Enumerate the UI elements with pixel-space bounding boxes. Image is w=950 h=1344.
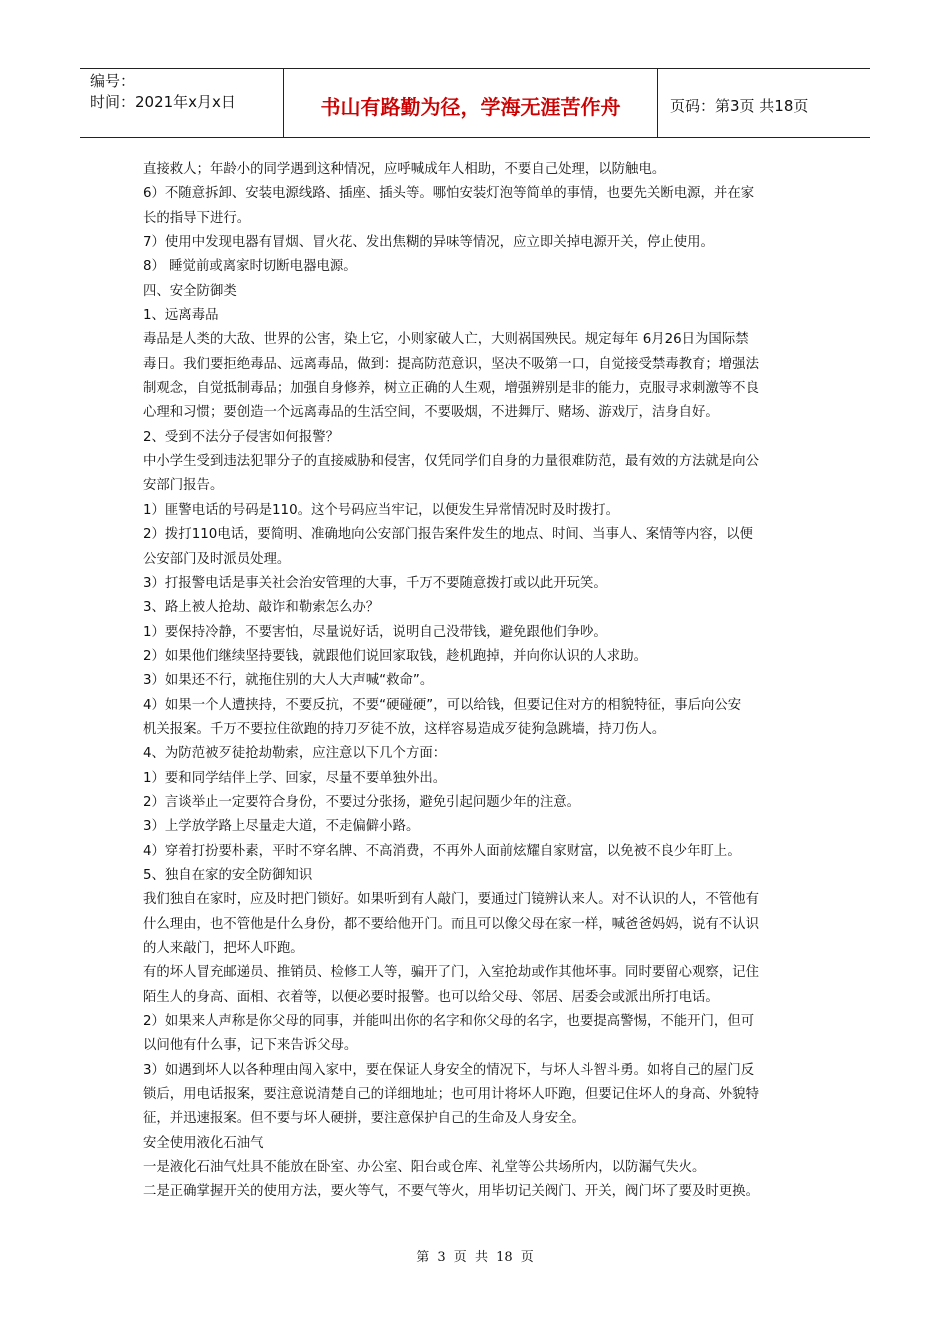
text-line: 4）穿着打扮要朴素，平时不穿名牌、不高消费，不再外人面前炫耀自家财富，以免被不良少年盯上。 (143, 843, 741, 859)
text-line: 征，并迅速报案。但不要与坏人硬拼，要注意保护自己的生命及人身安全。 (143, 1111, 585, 1127)
document-date-label: 时间：2021年x月x日 (90, 93, 236, 111)
footer-ye-2: 页 (520, 1250, 534, 1265)
text-line: 7）使用中发现电器有冒烟、冒火花、发出焦糊的异味等情况，应立即关掉电源开关，停止使用。 (143, 235, 714, 251)
text-line: 有的坏人冒充邮递员、推销员、检修工人等，骗开了门，入室抢劫或作其他坏事。同时要留心观察，记住 (143, 965, 759, 981)
text-line: 5、独自在家的安全防御知识 (143, 867, 313, 883)
footer-gong: 共 (474, 1250, 488, 1265)
text-line: 四、安全防御类 (143, 283, 237, 299)
footer-di: 第 (416, 1250, 430, 1265)
text-line: 2）拨打110电话，要简明、准确地向公安部门报告案件发生的地点、时间、当事人、案情等内容，以便 (143, 527, 753, 543)
text-line: 陌生人的身高、面相、衣着等，以便必要时报警。也可以给父母、邻居、居委会或派出所打电话。 (143, 989, 719, 1005)
text-line: 安部门报告。 (143, 478, 224, 494)
header-motto: 书山有路勤为径，学海无涯苦作舟 (284, 69, 658, 137)
text-line: 2）如果来人声称是你父母的同事，并能叫出你的名字和你父母的名字，也要提高警惕，不能开门，但可 (143, 1014, 755, 1030)
text-line: 3）如果还不行，就拖住别的大人大声喊“救命”。 (143, 673, 434, 689)
text-line: 一是液化石油气灶具不能放在卧室、办公室、阳台或仓库、礼堂等公共场所内，以防漏气失火。 (143, 1160, 706, 1176)
text-line: 直接救人；年龄小的同学遇到这种情况，应呼喊成年人相助，不要自己处理，以防触电。 (143, 162, 666, 177)
text-line: 4）如果一个人遭挟持，不要反抗，不要“硬碰硬”，可以给钱，但要记住对方的相貌特征，事后向公安 (143, 697, 742, 713)
text-line: 的人来敲门，把坏人吓跑。 (143, 941, 304, 956)
text-line: 2、受到不法分子侵害如何报警？ (143, 429, 339, 445)
footer-total-pages: 18 (496, 1250, 513, 1265)
footer-ye: 页 (453, 1250, 467, 1265)
document-number-label: 编号： (90, 72, 136, 90)
text-line: 二是正确掌握开关的使用方法，要火等气，不要气等火，用毕切记关阀门、开关，阀门坏了要及时更换。 (143, 1184, 759, 1200)
text-line: 长的指导下进行。 (143, 210, 251, 226)
header-page-label: 页码：第3页 共18页 (670, 96, 809, 115)
text-line: 中小学生受到违法犯罪分子的直接威胁和侵害，仅凭同学们自身的力量很难防范，最有效的方法就是向公 (143, 454, 759, 470)
text-line: 公安部门及时派员处理。 (143, 551, 291, 567)
page-header (80, 68, 870, 138)
text-line: 1）要和同学结伴上学、回家，尽量不要单独外出。 (143, 770, 447, 786)
text-line: 3、路上被人抢劫、敲诈和勒索怎么办？ (143, 600, 380, 616)
footer-page-number: 3 (437, 1250, 446, 1265)
text-line: 3）如遇到坏人以各种理由闯入家中，要在保证人身安全的情况下，与坏人斗智斗勇。如将自己的屋门反 (143, 1062, 755, 1078)
text-line: 毒品是人类的大敌、世界的公害，染上它，小则家破人亡，大则祸国殃民。规定每年 6月26日为国际禁 (143, 332, 749, 348)
text-line: 6）不随意拆卸、安装电源线路、插座、插头等。哪怕安装灯泡等简单的事情，也要先关断电源，并在家 (143, 186, 755, 202)
text-line: 1）匪警电话的号码是110。这个号码应当牢记，以便发生异常情况时及时拨打。 (143, 502, 619, 518)
text-line: 2）如果他们继续坚持要钱，就跟他们说回家取钱，趁机跑掉，并向你认识的人求助。 (143, 648, 647, 664)
document-body (143, 158, 813, 1205)
text-line: 什么理由，也不管他是什么身份，都不要给他开门。而且可以像父母在家一样，喊爸爸妈妈，说有不认识 (143, 916, 759, 932)
text-line: 心理和习惯；要创造一个远离毒品的生活空间，不要吸烟，不进舞厅、赌场、游戏厅，洁身自好。 (143, 405, 719, 421)
text-line: 4、为防范被歹徒抢劫勒索，应注意以下几个方面： (143, 746, 447, 762)
text-line: 我们独自在家时，应及时把门锁好。如果听到有人敲门，要通过门镜辨认来人。对不认识的人，不管他有 (143, 892, 759, 908)
text-line: 3）打报警电话是事关社会治安管理的大事，千万不要随意拨打或以此开玩笑。 (143, 575, 607, 591)
text-line: 8） 睡觉前或离家时切断电器电源。 (143, 259, 357, 275)
text-line: 机关报案。千万不要拉住欲跑的持刀歹徒不放，这样容易造成歹徒狗急跳墙，持刀伤人。 (143, 721, 666, 737)
text-line: 安全使用液化石油气 (143, 1135, 264, 1151)
page-footer (0, 1246, 950, 1265)
text-line: 1）要保持冷静，不要害怕，尽量说好话，说明自己没带钱，避免跟他们争吵。 (143, 624, 607, 640)
text-line: 以问他有什么事，记下来告诉父母。 (143, 1038, 358, 1054)
text-line: 1、远离毒品 (143, 308, 219, 324)
text-line: 毒日。我们要拒绝毒品、远离毒品，做到：提高防范意识，坚决不吸第一口，自觉接受禁毒教育；增强法 (143, 356, 759, 372)
text-line: 锁后，用电话报案，要注意说清楚自己的详细地址；也可用计将坏人吓跑，但要记住坏人的身高、外貌特 (143, 1087, 759, 1103)
header-meta (80, 69, 284, 137)
text-line: 制观念，自觉抵制毒品；加强自身修养，树立正确的人生观，增强辨别是非的能力，克服寻求刺激等不良 (143, 381, 759, 397)
text-line: 3）上学放学路上尽量走大道，不走偏僻小路。 (143, 819, 420, 835)
text-line: 2）言谈举止一定要符合身份，不要过分张扬，避免引起问题少年的注意。 (143, 794, 581, 810)
